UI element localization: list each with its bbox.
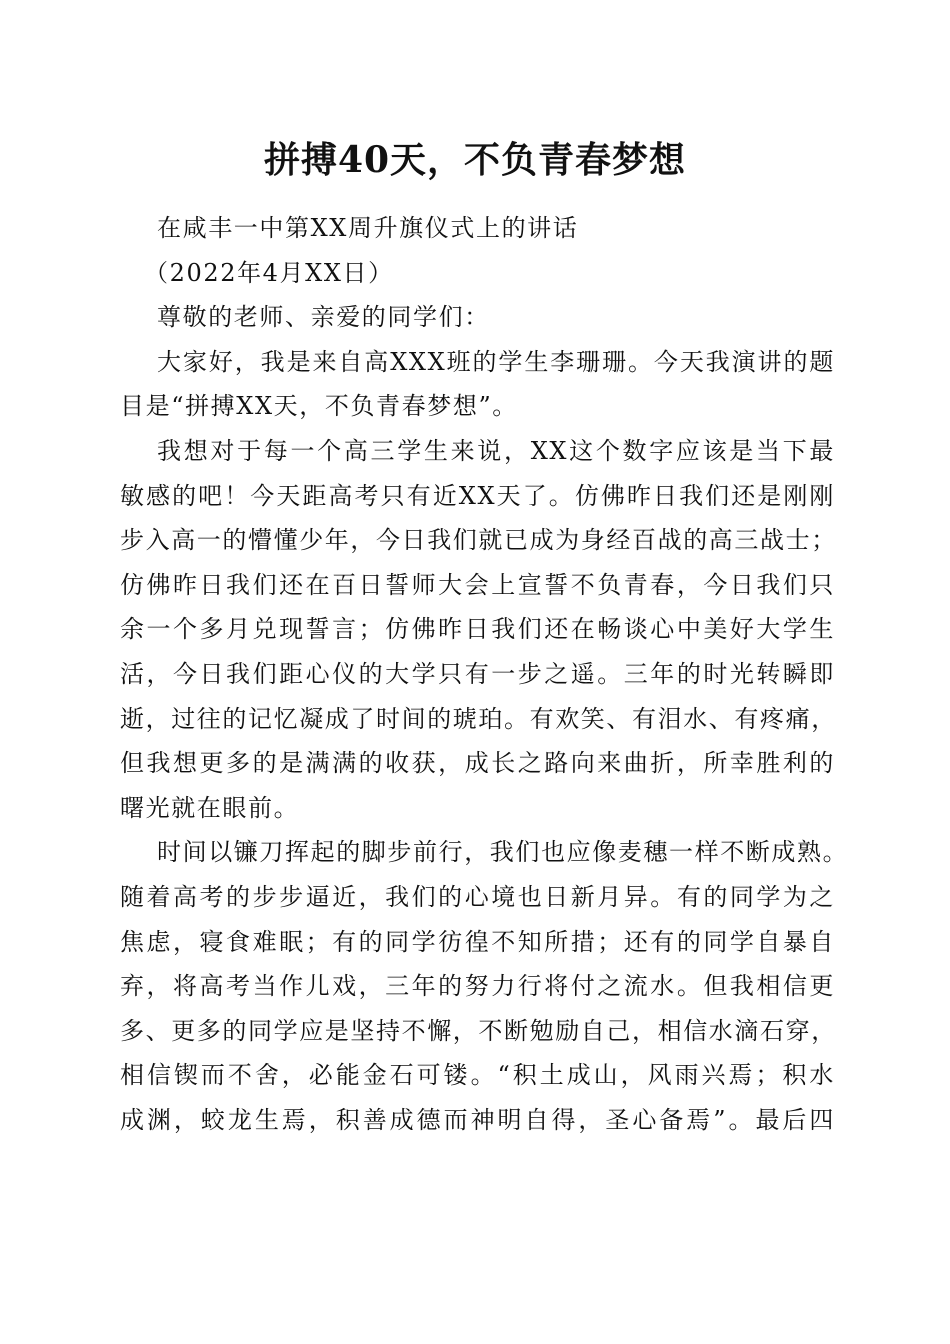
paragraph-line: 成渊，蛟龙生焉，积善成德而神明自得，圣心备焉”。最后四: [120, 1105, 835, 1134]
paragraph-line: 大家好，我是来自高XXX班的学生李珊珊。今天我演讲的题: [157, 347, 835, 376]
paragraph-line: 敏感的吧！今天距高考只有近XX天了。仿佛昨日我们还是刚刚: [120, 481, 835, 510]
paragraph-line: 步入高一的懵懂少年，今日我们就已成为身经百战的高三战士；: [120, 526, 837, 555]
paragraph-line: 焦虑，寝食难眠；有的同学彷徨不知所措；还有的同学自暴自: [120, 927, 835, 956]
paragraph-line: 活，今日我们距心仪的大学只有一步之遥。三年的时光转瞬即: [120, 659, 835, 688]
paragraph-line: 多、更多的同学应是坚持不懈，不断勉励自己，相信水滴石穿，: [120, 1016, 837, 1045]
paragraph-line: 随着高考的步步逼近，我们的心境也日新月异。有的同学为之: [120, 882, 835, 911]
salutation-line: 尊敬的老师、亲爱的同学们：: [157, 303, 490, 332]
document-title: 拼搏40天，不负青春梦想: [263, 139, 687, 181]
paragraph-line: 但我想更多的是满满的收获，成长之路向来曲折，所幸胜利的: [120, 749, 835, 778]
paragraph-line: 目是“拼搏XX天，不负青春梦想”。: [120, 392, 518, 421]
paragraph-line: 曙光就在眼前。: [120, 793, 300, 822]
paragraph-line: 弃，将高考当作儿戏，三年的努力行将付之流水。但我相信更: [120, 972, 835, 1001]
paragraph-line: 我想对于每一个高三学生来说，XX这个数字应该是当下最: [157, 436, 835, 465]
paragraph-line: 逝，过往的记忆凝成了时间的琥珀。有欢笑、有泪水、有疼痛，: [120, 704, 837, 733]
paragraph-line: 仿佛昨日我们还在百日誓师大会上宣誓不负青春，今日我们只: [120, 570, 835, 599]
date-line: （2022年4月XX日）: [144, 258, 394, 287]
paragraph-line: 时间以镰刀挥起的脚步前行，我们也应像麦穗一样不断成熟。: [157, 838, 849, 867]
document-body: [120, 206, 849, 1142]
paragraph-line: 余一个多月兑现誓言；仿佛昨日我们还在畅谈心中美好大学生: [120, 615, 835, 644]
paragraph-line: 相信锲而不舍，必能金石可镂。“积土成山，风雨兴焉；积水: [120, 1061, 835, 1090]
subtitle-line: 在咸丰一中第XX周升旗仪式上的讲话: [157, 214, 579, 242]
